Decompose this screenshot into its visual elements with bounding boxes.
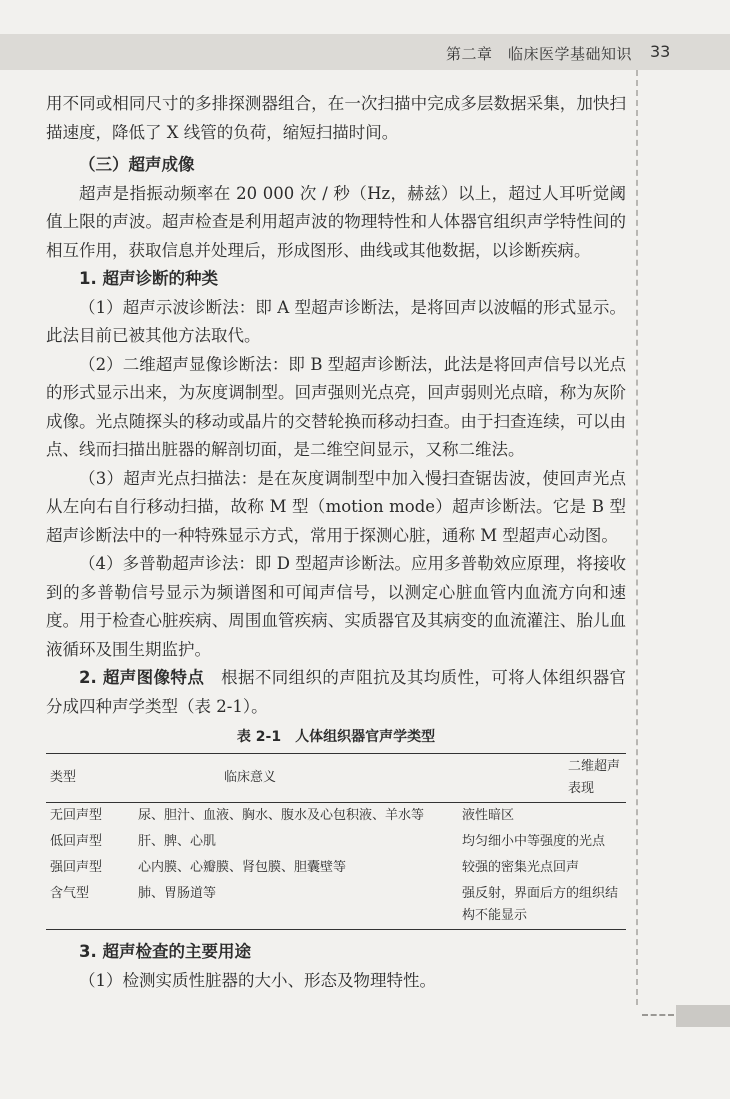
table-row: [46, 803, 626, 830]
subsection-2-paragraph: [46, 664, 626, 721]
table-cell: 肝、脾、心肌: [138, 834, 217, 849]
subsection-2-text: 根据不同组织的声阻抗及其均质性，可将人体组织器官分成四种声学类型（表 2-1）。: [46, 668, 626, 716]
running-header-chapter: 第二章 临床医学基础知识: [446, 45, 633, 63]
usage-item-1: （1）检测实质性脏器的大小、形态及物理特性。: [79, 970, 436, 990]
table-cell: 含气型: [46, 881, 134, 930]
subsection-heading-3: 3. 超声检查的主要用途: [79, 942, 251, 961]
page-number: 33: [650, 42, 671, 61]
intro-paragraph: 用不同或相同尺寸的多排探测器组合，在一次扫描中完成多层数据采集，加快扫描速度，降低了 X 线管的负荷，缩短扫描时间。: [46, 94, 626, 142]
table-cell: 尿、胆汁、血液、胸水、腹水及心包积液、羊水等: [138, 808, 425, 823]
page-edge-rail: [636, 70, 640, 1005]
page-edge-dash: [642, 1014, 674, 1016]
table-caption: 表 2-1 人体组织器官声学类型: [236, 729, 436, 745]
table-header-row: [46, 754, 626, 803]
table-cell: 无回声型: [50, 808, 103, 823]
table-cell: 强反射，界面后方的组织结构不能显示: [458, 881, 626, 930]
table-row: [46, 855, 626, 881]
subsection-heading-2: 2. 超声图像特点: [79, 668, 205, 687]
table-header-cell: 二维超声表现: [458, 754, 626, 803]
subsection-heading-1: 1. 超声诊断的种类: [79, 269, 218, 288]
method-item-1: （1）超声示波诊断法：即 A 型超声诊断法，是将回声以波幅的形式显示。此法目前已被其他方法取代。: [46, 297, 626, 345]
table-cell: 较强的密集光点回声: [462, 860, 580, 875]
thumb-tab: [676, 1005, 730, 1027]
definition-paragraph: 超声是指振动频率在 20 000 次 / 秒（Hz，赫兹）以上，超过人耳听觉阈值上限的声波。超声检查是利用超声波的物理特性和人体器官组织声学特性间的相互作用，获取信息并处理后，形成图形、曲线或其他数据，以诊断疾病。: [46, 183, 626, 260]
table-cell: 低回声型: [50, 834, 103, 849]
section-heading-ultrasound: （三）超声成像: [79, 155, 195, 174]
page-body: [46, 90, 626, 995]
table-cell: 液性暗区: [462, 808, 515, 823]
table-header-cell: 临床意义: [134, 754, 458, 803]
acoustic-types-table: [46, 753, 626, 930]
table-row: [46, 881, 626, 930]
table-cell: 强回声型: [50, 860, 103, 875]
method-item-4: （4）多普勒超声诊法：即 D 型超声诊断法。应用多普勒效应原理，将接收到的多普勒信号显示为频谱图和可闻声信号，以测定心脏血管内血流方向和速度。用于检查心脏疾病、周围血管疾病、实质器官及其病变的血流灌注、胎儿血液循环及围生期监护。: [46, 554, 626, 659]
table-cell: 心内膜、心瓣膜、肾包膜、胆囊壁等: [138, 860, 347, 875]
table-cell: 肺、胃肠道等: [134, 881, 458, 930]
table-cell: 均匀细小中等强度的光点: [462, 834, 606, 849]
method-item-3: （3）超声光点扫描法：是在灰度调制型中加入慢扫查锯齿波，使回声光点从左向右自行移动扫描，故称 M 型（motion mode）超声诊断法。它是 B 型超声诊断法中的一种特殊显示方式，常用于探测心脏，通称 M 型超声心动图。: [46, 468, 626, 545]
table-row: [46, 829, 626, 855]
method-item-2: （2）二维超声显像诊断法：即 B 型超声诊断法，此法是将回声信号以光点的形式显示出来，为灰度调制型。回声强则光点亮，回声弱则光点暗，称为灰阶成像。光点随探头的移动或晶片的交替轮换而移动扫查。由于扫查连续，可以由点、线而扫描出脏器的解剖切面，是二维空间显示，又称二维法。: [46, 354, 626, 459]
table-header-cell: 类型: [46, 754, 134, 803]
